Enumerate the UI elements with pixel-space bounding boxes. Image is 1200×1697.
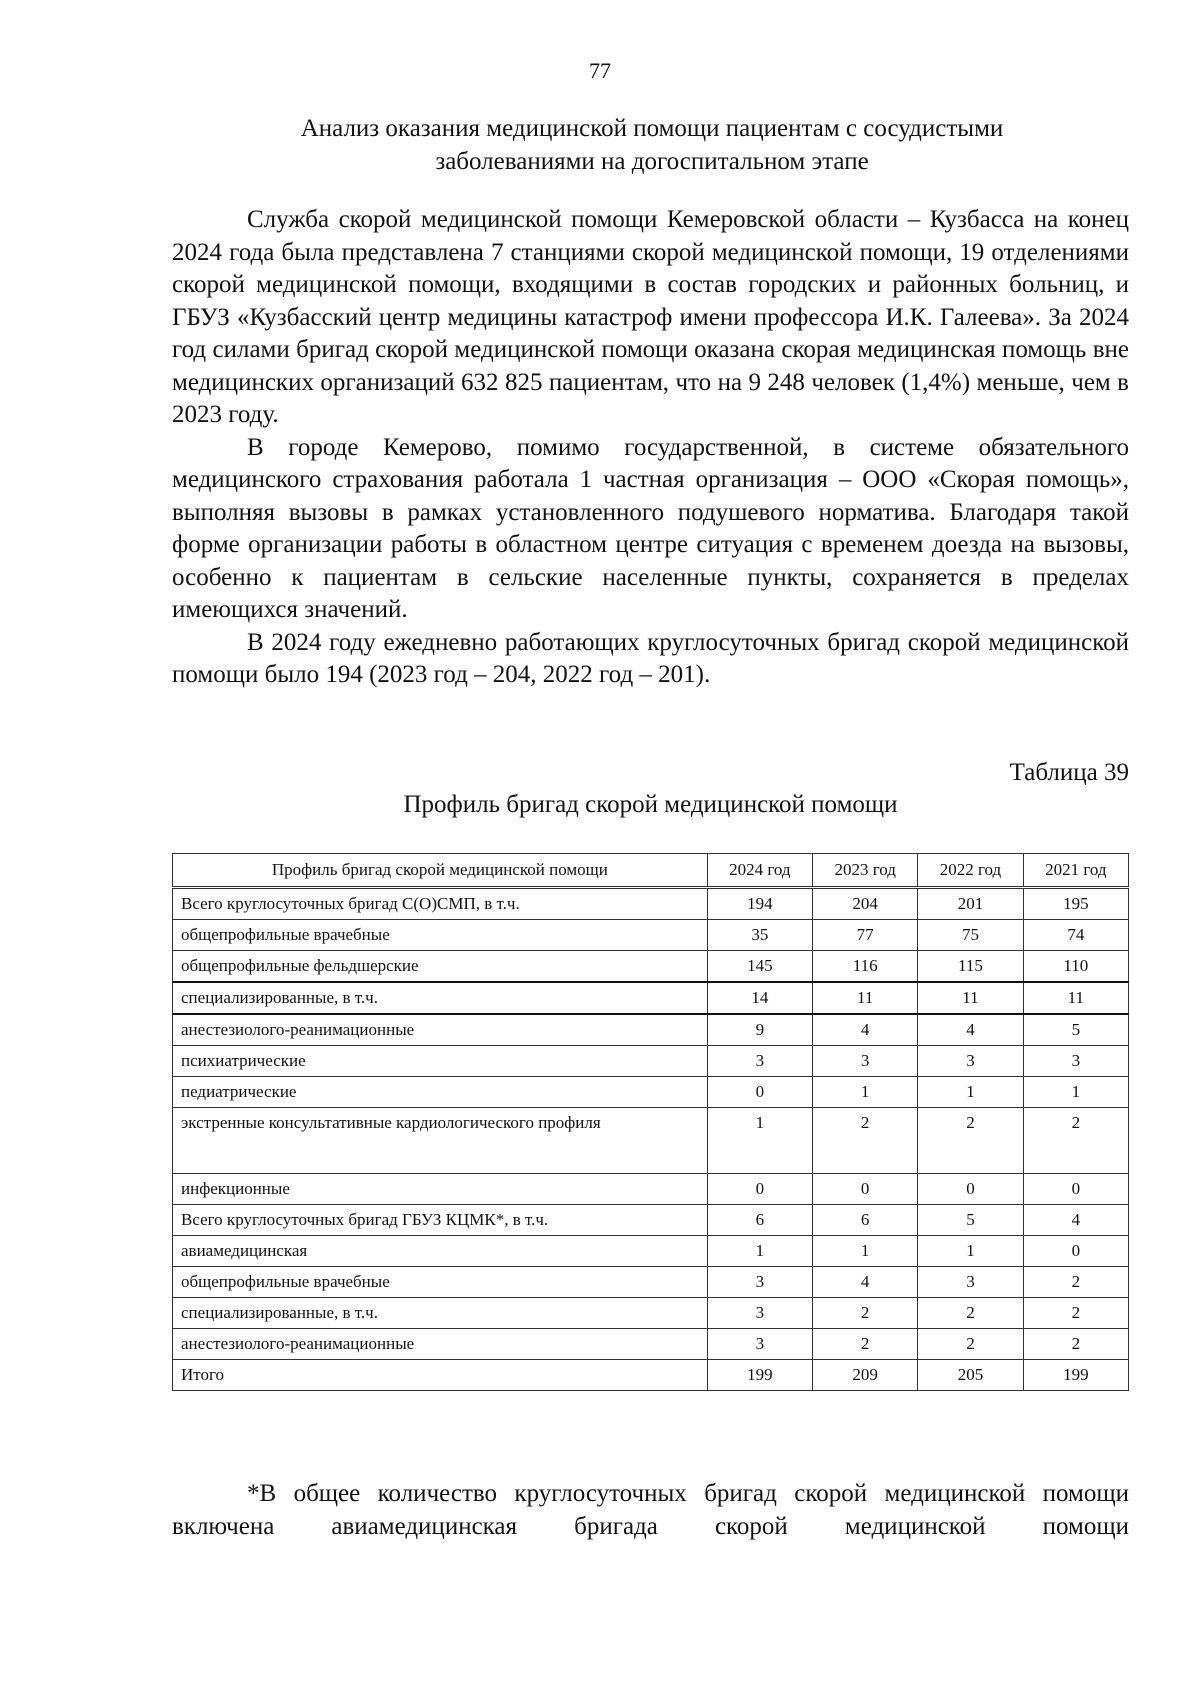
cell-2021: 2	[1023, 1108, 1128, 1174]
cell-2024: 3	[707, 1298, 812, 1329]
row-label: психиатрические	[173, 1046, 708, 1077]
cell-2022: 2	[918, 1298, 1023, 1329]
cell-2024: 199	[707, 1360, 812, 1391]
cell-2024: 14	[707, 982, 812, 1014]
row-label: специализированные, в т.ч.	[173, 982, 708, 1014]
table-row	[173, 1329, 1129, 1360]
row-label: Всего круглосуточных бригад С(О)СМП, в т.ч.	[173, 888, 708, 920]
cell-2022: 205	[918, 1360, 1023, 1391]
cell-2022: 1	[918, 1236, 1023, 1267]
column-header-2021: 2021 год	[1023, 854, 1128, 888]
cell-2024: 1	[707, 1236, 812, 1267]
cell-2024: 6	[707, 1205, 812, 1236]
cell-2023: 3	[813, 1046, 918, 1077]
footnote-text: *В общее количество круглосуточных бригад скорой медицинской помощи включена авиамедицинская бригада скорой медицинской помощи	[172, 1480, 1129, 1540]
cell-2023: 2	[813, 1108, 918, 1174]
cell-2023: 6	[813, 1205, 918, 1236]
cell-2021: 74	[1023, 920, 1128, 951]
cell-2021: 2	[1023, 1267, 1128, 1298]
cell-2024: 1	[707, 1108, 812, 1174]
cell-2022: 75	[918, 920, 1023, 951]
row-label: анестезиолого-реанимационные	[173, 1014, 708, 1046]
body-text	[172, 204, 1129, 692]
column-header-2023: 2023 год	[813, 854, 918, 888]
cell-2023: 209	[813, 1360, 918, 1391]
cell-2021: 2	[1023, 1298, 1128, 1329]
row-label: общепрофильные врачебные	[173, 1267, 708, 1298]
row-label: специализированные, в т.ч.	[173, 1298, 708, 1329]
cell-2021: 0	[1023, 1174, 1128, 1205]
table-row	[173, 1236, 1129, 1267]
column-header-profile: Профиль бригад скорой медицинской помощи	[173, 854, 708, 888]
cell-2024: 3	[707, 1046, 812, 1077]
cell-2021: 0	[1023, 1236, 1128, 1267]
table-row	[173, 1174, 1129, 1205]
cell-2023: 2	[813, 1298, 918, 1329]
cell-2024: 145	[707, 951, 812, 983]
cell-2022: 2	[918, 1108, 1023, 1174]
cell-2022: 4	[918, 1014, 1023, 1046]
page-number: 77	[589, 58, 611, 83]
row-label: экстренные консультативные кардиологического профиля	[173, 1108, 708, 1174]
row-label: инфекционные	[173, 1174, 708, 1205]
table-row	[173, 1108, 1129, 1174]
cell-2022: 0	[918, 1174, 1023, 1205]
cell-2022: 115	[918, 951, 1023, 983]
section-heading	[175, 112, 1129, 178]
cell-2024: 3	[707, 1267, 812, 1298]
table-row	[173, 888, 1129, 920]
row-label: общепрофильные фельдшерские	[173, 951, 708, 983]
paragraph-3: В 2024 году ежедневно работающих круглосуточных бригад скорой медицинской помощи было 194 (2023 год – 204, 2022 год – 201).	[172, 628, 1129, 688]
cell-2021: 2	[1023, 1329, 1128, 1360]
column-header-2024: 2024 год	[707, 854, 812, 888]
cell-2021: 3	[1023, 1046, 1128, 1077]
cell-2024: 9	[707, 1014, 812, 1046]
cell-2021: 1	[1023, 1077, 1128, 1108]
cell-2021: 195	[1023, 888, 1128, 920]
cell-2021: 199	[1023, 1360, 1128, 1391]
cell-2022: 3	[918, 1267, 1023, 1298]
cell-2021: 11	[1023, 982, 1128, 1014]
table-row	[173, 1267, 1129, 1298]
cell-2022: 1	[918, 1077, 1023, 1108]
cell-2023: 4	[813, 1014, 918, 1046]
table-row-total	[173, 1360, 1129, 1391]
cell-2022: 2	[918, 1329, 1023, 1360]
cell-2021: 110	[1023, 951, 1128, 983]
row-label: педиатрические	[173, 1077, 708, 1108]
row-label: анестезиолого-реанимационные	[173, 1329, 708, 1360]
cell-2021: 5	[1023, 1014, 1128, 1046]
table-label: Таблица 39	[1009, 759, 1129, 786]
cell-2022: 5	[918, 1205, 1023, 1236]
cell-2024: 3	[707, 1329, 812, 1360]
table-row	[173, 951, 1129, 983]
table-row	[173, 982, 1129, 1014]
row-label: Всего круглосуточных бригад ГБУЗ КЦМК*, в т.ч.	[173, 1205, 708, 1236]
cell-2022: 201	[918, 888, 1023, 920]
cell-2022: 11	[918, 982, 1023, 1014]
cell-2023: 1	[813, 1236, 918, 1267]
table-row	[173, 1298, 1129, 1329]
cell-2024: 35	[707, 920, 812, 951]
row-label: общепрофильные врачебные	[173, 920, 708, 951]
column-header-2022: 2022 год	[918, 854, 1023, 888]
table-title: Профиль бригад скорой медицинской помощи	[403, 791, 898, 818]
cell-2023: 2	[813, 1329, 918, 1360]
cell-2024: 0	[707, 1077, 812, 1108]
row-label: авиамедицинская	[173, 1236, 708, 1267]
table-row	[173, 1046, 1129, 1077]
cell-2023: 77	[813, 920, 918, 951]
table-header-row	[173, 854, 1129, 888]
cell-2023: 116	[813, 951, 918, 983]
table-row	[173, 920, 1129, 951]
cell-2023: 1	[813, 1077, 918, 1108]
paragraph-1: Служба скорой медицинской помощи Кемеровской области – Кузбасса на конец 2024 года была представлена 7 станциями скорой медицинской помощи, 19 отделениями скорой медицинской помощи, входящими в состав городских и районных больниц, и ГБУЗ «Кузбасский центр медицины катастроф имени профессора И.К. Галеева». За 2024 год силами бригад скорой медицинской помощи оказана скорая медицинская помощь вне медицинских организаций 632 825 пациентам, что на 9 248 человек (1,4%) меньше, чем в 2023 году.	[172, 206, 1129, 428]
cell-2024: 0	[707, 1174, 812, 1205]
cell-2023: 4	[813, 1267, 918, 1298]
footnote	[172, 1477, 1129, 1543]
cell-2023: 204	[813, 888, 918, 920]
cell-2021: 4	[1023, 1205, 1128, 1236]
section-heading-line-2: заболеваниями на догоспитальном этапе	[435, 148, 869, 175]
cell-2024: 194	[707, 888, 812, 920]
row-label: Итого	[173, 1360, 708, 1391]
table-row	[173, 1077, 1129, 1108]
table-row	[173, 1205, 1129, 1236]
cell-2022: 3	[918, 1046, 1023, 1077]
section-heading-line-1: Анализ оказания медицинской помощи пациентам с сосудистыми	[300, 115, 1004, 142]
table-row	[173, 1014, 1129, 1046]
brigades-profile-table	[172, 853, 1129, 1391]
cell-2023: 0	[813, 1174, 918, 1205]
paragraph-2: В городе Кемерово, помимо государственной, в системе обязательного медицинского страхования работала 1 частная организация – ООО «Скорая помощь», выполняя вызовы в рамках установленного подушевого норматива. Благодаря такой форме организации работы в областном центре ситуация с временем доезда на вызовы, особенно к пациентам в сельские населенные пункты, сохраняется в пределах имеющихся значений.	[172, 433, 1129, 623]
cell-2023: 11	[813, 982, 918, 1014]
